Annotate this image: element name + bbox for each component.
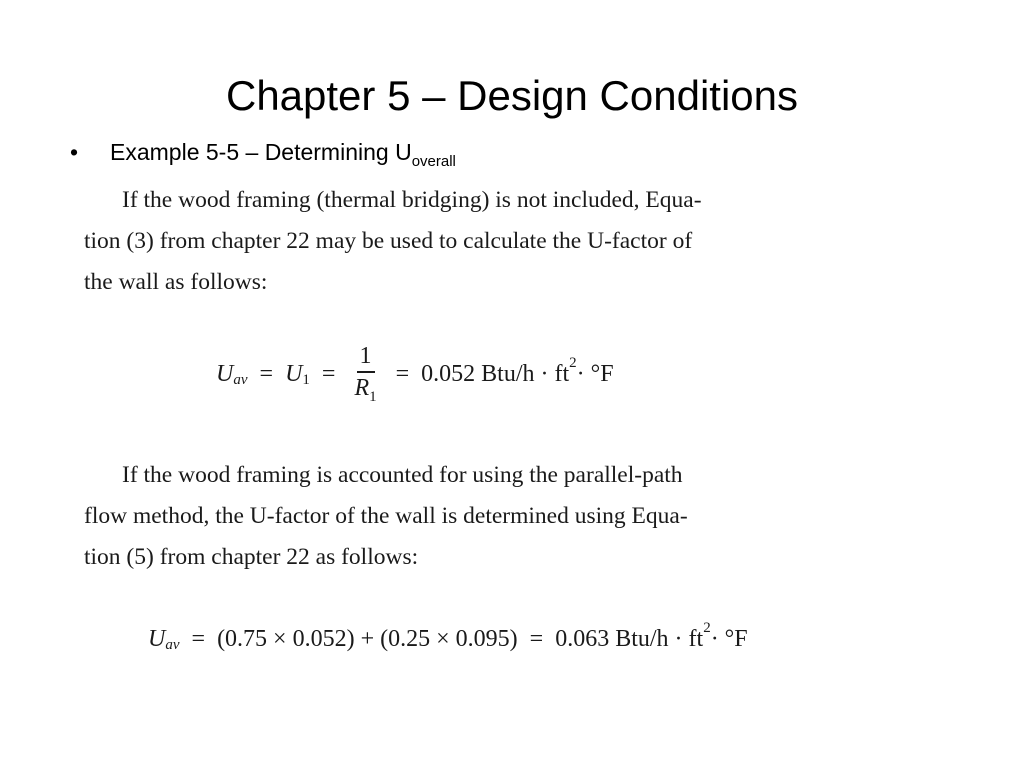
eq1-equals-3: = <box>395 360 410 387</box>
eq1-u-subscript: 1 <box>302 371 310 388</box>
eq1-u-symbol: U <box>285 360 303 387</box>
eq1-r-subscript: 1 <box>369 389 377 405</box>
eq2-unit-tail: · °F <box>710 626 748 652</box>
eq1-fraction-denominator <box>351 373 379 406</box>
eq2-lhs-symbol: U <box>148 626 166 652</box>
bullet-item <box>70 136 456 172</box>
paragraph-2-line-2: flow method, the U-factor of the wall is determined using Equa- <box>84 503 688 529</box>
paragraph-1-line-2: tion (3) from chapter 22 may be used to calculate the U-factor of <box>84 228 693 254</box>
eq2-value: 0.063 Btu/h · ft <box>555 626 704 652</box>
eq1-unit-tail: · °F <box>576 360 614 387</box>
eq1-r-symbol: R <box>354 375 370 401</box>
excerpt-paragraph-2 <box>84 455 688 578</box>
eq1-equals-1: = <box>259 360 274 387</box>
eq2-unit-exponent: 2 <box>703 620 711 636</box>
eq1-unit-exponent: 2 <box>569 354 577 371</box>
eq1-equals-2: = <box>321 360 336 387</box>
equation-1 <box>216 342 614 406</box>
paragraph-2-line-3: tion (5) from chapter 22 as follows: <box>84 544 419 570</box>
bullet-marker: • <box>70 139 79 165</box>
eq1-fraction-numerator: 1 <box>357 342 375 373</box>
eq1-value: 0.052 Btu/h · ft <box>421 360 570 387</box>
eq1-fraction <box>347 342 383 406</box>
eq2-expression: (0.75 × 0.052) + (0.25 × 0.095) <box>217 626 518 652</box>
paragraph-1-line-1: If the wood framing (thermal bridging) is not included, Equa- <box>122 187 702 213</box>
eq1-lhs-symbol: U <box>216 360 234 387</box>
bullet-text: Example 5-5 – Determining U <box>110 139 412 165</box>
paragraph-2-line-1: If the wood framing is accounted for using the parallel-path <box>122 462 683 488</box>
equation-2 <box>148 620 748 653</box>
eq2-lhs-subscript: av <box>165 637 180 653</box>
eq2-equals-2: = <box>529 626 544 652</box>
paragraph-1-line-3: the wall as follows: <box>84 269 268 295</box>
eq1-lhs-subscript: av <box>233 371 248 388</box>
eq2-equals-1: = <box>191 626 206 652</box>
bullet-subscript: overall <box>411 153 456 170</box>
excerpt-paragraph-1 <box>84 180 702 303</box>
slide-title: Chapter 5 – Design Conditions <box>225 72 798 119</box>
